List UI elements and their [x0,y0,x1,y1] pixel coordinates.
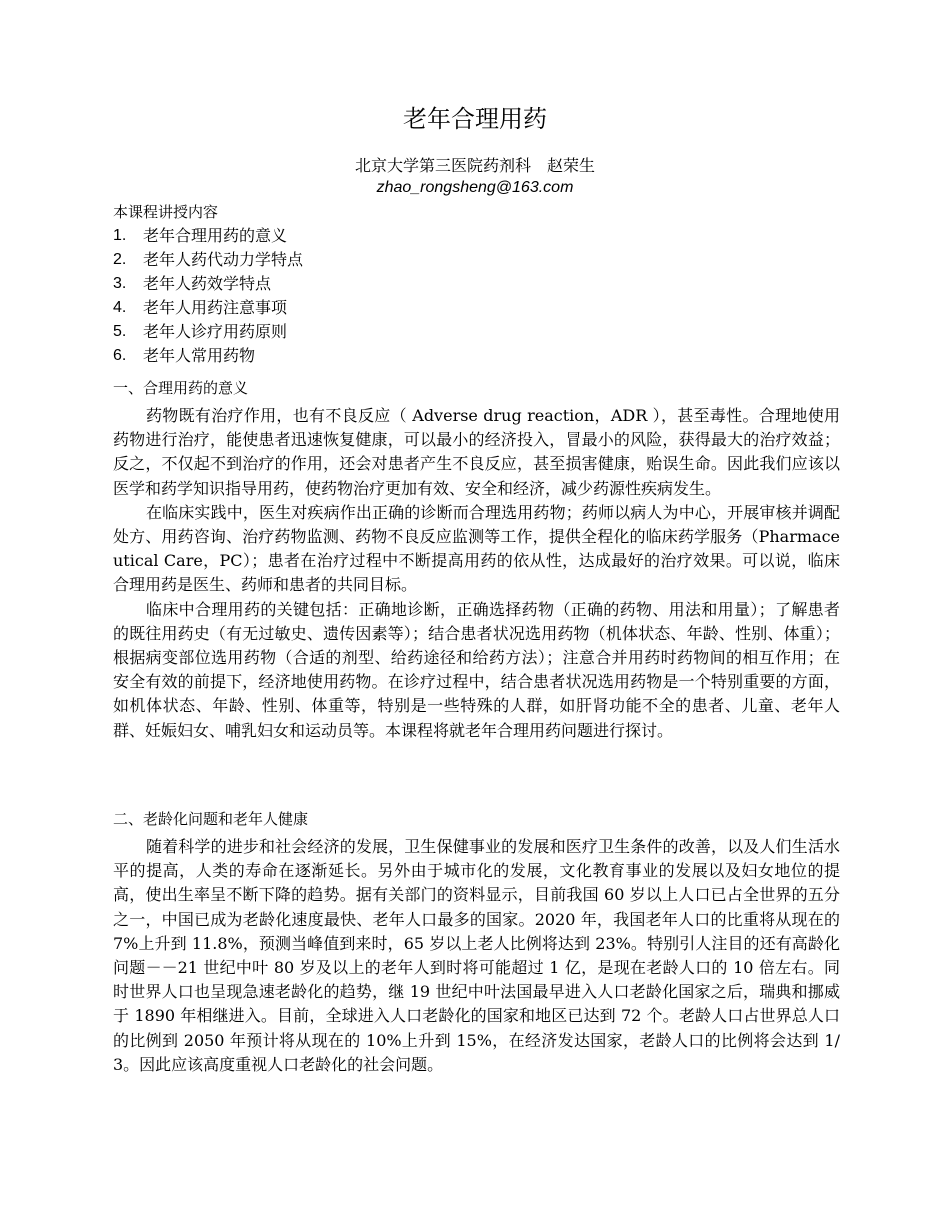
toc-item [113,272,840,296]
toc-item-text: 老年人药效学特点 [143,274,272,293]
section-1-paragraph: 在临床实践中，医生对疾病作出正确的诊断而合理选用药物；药师以病人为中心，开展审核并调配处方、用药咨询、治疗药物监测、药物不良反应监测等工作，提供全程化的临床药学服务（Pharmaceutical Care，PC）；患者在治疗过程中不断提高用药的依从性，达成最好的治疗效果。可以说，临床合理用药是医生、药师和患者的共同目标。 [113,502,840,595]
toc-item [113,224,840,248]
section-1-paragraph: 临床中合理用药的关键包括：正确地诊断，正确选择药物（正确的药物、用法和用量）；了解患者的既往用药史（有无过敏史、遗传因素等）；结合患者状况选用药物（机体状态、年龄、性别、体重）；根据病变部位选用药物（合适的剂型、给药途径和给药方法）；注意合并用药时药物间的相互作用；在安全有效的前提下，经济地使用药物。在诊疗过程中，结合患者状况选用药物是一个特别重要的方面，如机体状态、年龄、性别、体重等，特别是一些特殊的人群，如肝肾功能不全的患者、儿童、老年人群、妊娠妇女、哺乳妇女和运动员等。本课程将就老年合理用药问题进行探讨。 [113,599,840,740]
toc-item-number: 6. [113,347,127,364]
toc-item-number: 4. [113,299,127,316]
author-email: zhao_rongsheng@163.com [376,179,574,196]
toc-item-number: 5. [113,323,127,340]
section-2 [113,807,840,1077]
toc-list [113,224,840,368]
section-1-heading: 一、合理用药的意义 [113,379,249,397]
course-outline [113,200,840,368]
toc-item [113,344,840,368]
toc-item-number: 2. [113,251,127,268]
toc-item [113,296,840,320]
toc-item-text: 老年人用药注意事项 [143,298,288,317]
section-1 [113,376,840,743]
toc-item-text: 老年人常用药物 [143,346,256,365]
toc-item [113,320,840,344]
document-title: 老年合理用药 [403,105,547,133]
toc-item [113,248,840,272]
toc-item-number: 1. [113,227,127,244]
section-1-paragraph: 药物既有治疗作用，也有不良反应（ Adverse drug reaction，ADR ），甚至毒性。合理地使用药物进行治疗，能使患者迅速恢复健康，可以最小的经济投入，冒最小的风险，获得最大的治疗效益；反之，不仅起不到治疗的作用，还会对患者产生不良反应，甚至损害健康，贻误生命。因此我们应该以医学和药学知识指导用药，使药物治疗更加有效、安全和经济，减少药源性疾病发生。 [113,406,840,498]
section-2-heading: 二、老龄化问题和老年人健康 [113,810,309,828]
toc-item-text: 老年人药代动力学特点 [143,250,304,269]
author-line: 北京大学第三医院药剂科 赵荣生 [354,156,595,175]
toc-item-text: 老年合理用药的意义 [143,226,288,245]
toc-item-number: 3. [113,275,127,292]
section-2-paragraph: 随着科学的进步和社会经济的发展，卫生保健事业的发展和医疗卫生条件的改善，以及人们生活水平的提高，人类的寿命在逐渐延长。另外由于城市化的发展，文化教育事业的发展以及妇女地位的提高，使出生率呈不断下降的趋势。据有关部门的资料显示，目前我国 60 岁以上人口已占全世界的五分之一，中国已成为老龄化速度最快、老年人口最多的国家。2020 年，我国老年人口的比重将从现在的 7%上升到 11.8%，预测当峰值到来时，65 岁以上老人比例将达到 23%。特别引人注目的还有高龄化问题－－21 世纪中叶 80 岁及以上的老年人到时将可能超过 1 亿，是现在老龄人口的 10 倍左右。同时世界人口也呈现急速老龄化的趋势，继 19 世纪中叶法国最早进入人口老龄化国家之后，瑞典和挪威于 1890 年相继进入。目前，全球进入人口老龄化的国家和地区已达到 72 个。老龄人口占世界总人口的比例到 2050 年预计将从现在的 10%上升到 15%，在经济发达国家，老龄人口的比例将会达到 1/3。因此应该高度重视人口老龄化的社会问题。 [113,837,840,1074]
toc-item-text: 老年人诊疗用药原则 [143,322,288,341]
toc-heading: 本课程讲授内容 [113,203,219,221]
